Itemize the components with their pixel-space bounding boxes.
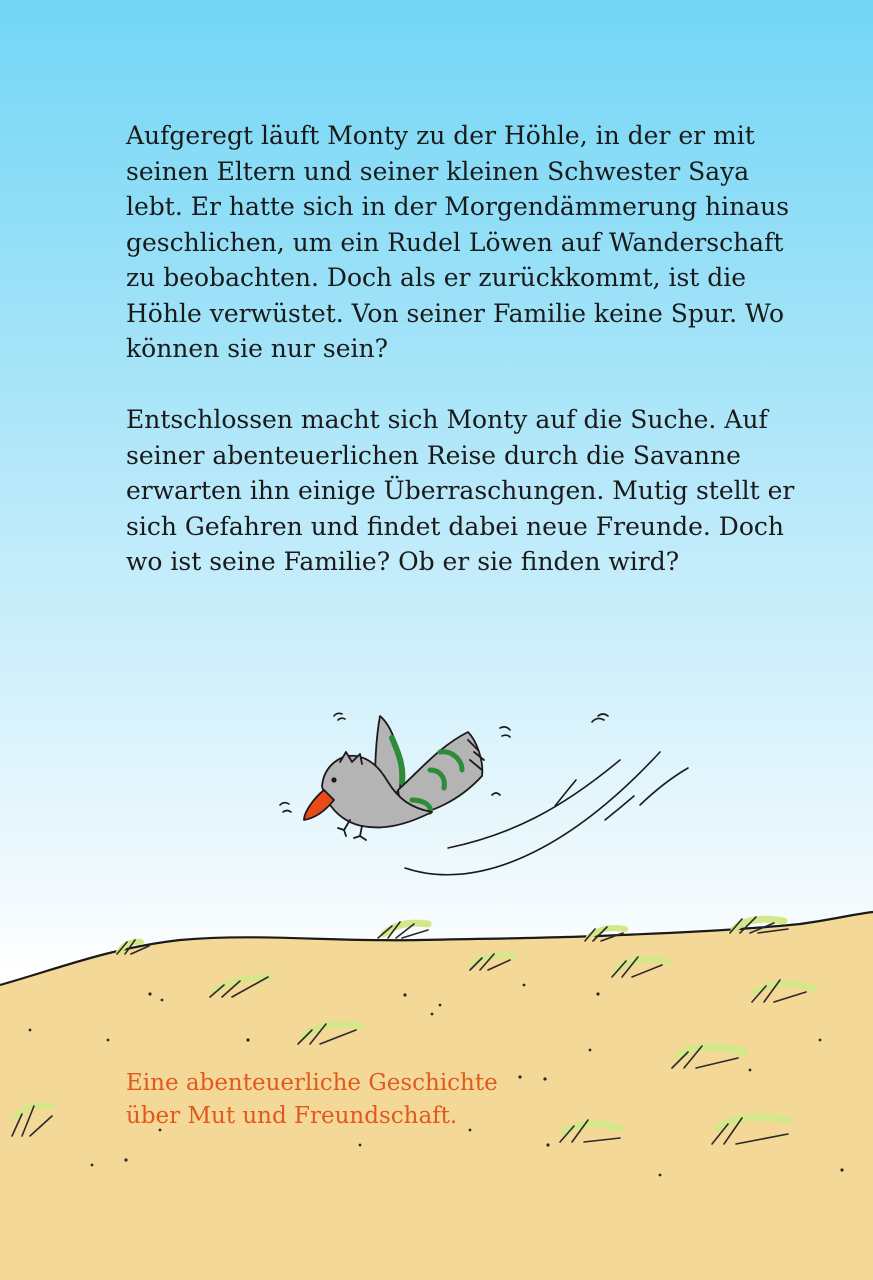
tagline-line-2: über Mut und Freundschaft.	[126, 1103, 458, 1129]
flying-bird-icon	[304, 716, 484, 840]
blurb-paragraph-1: Aufgeregt läuft Monty zu der Höhle, in der er mit seinen Eltern und seiner kleinen Schwester Saya lebt. Er hatte sich in der Morgendämmerung hinaus geschlichen, um ein Rudel Löwen auf Wanderschaft zu beobachten. Doch als er zurückkommt, ist die Höhle verwüstet. Von seiner Familie keine Spur. Wo können sie nur sein?	[126, 121, 790, 363]
tagline-line-1: Eine abenteuerliche Geschichte	[126, 1070, 498, 1096]
blurb-paragraph-2: Entschlossen macht sich Monty auf die Suche. Auf seiner abenteuerlichen Reise durch die Savanne erwarten ihn einige Überraschungen. Mutig stellt er sich Gefahren und findet dabei neue Freunde. Doch wo ist seine Familie? Ob er sie finden wird?	[126, 405, 795, 576]
book-tagline	[126, 1067, 646, 1133]
book-blurb	[126, 118, 806, 615]
